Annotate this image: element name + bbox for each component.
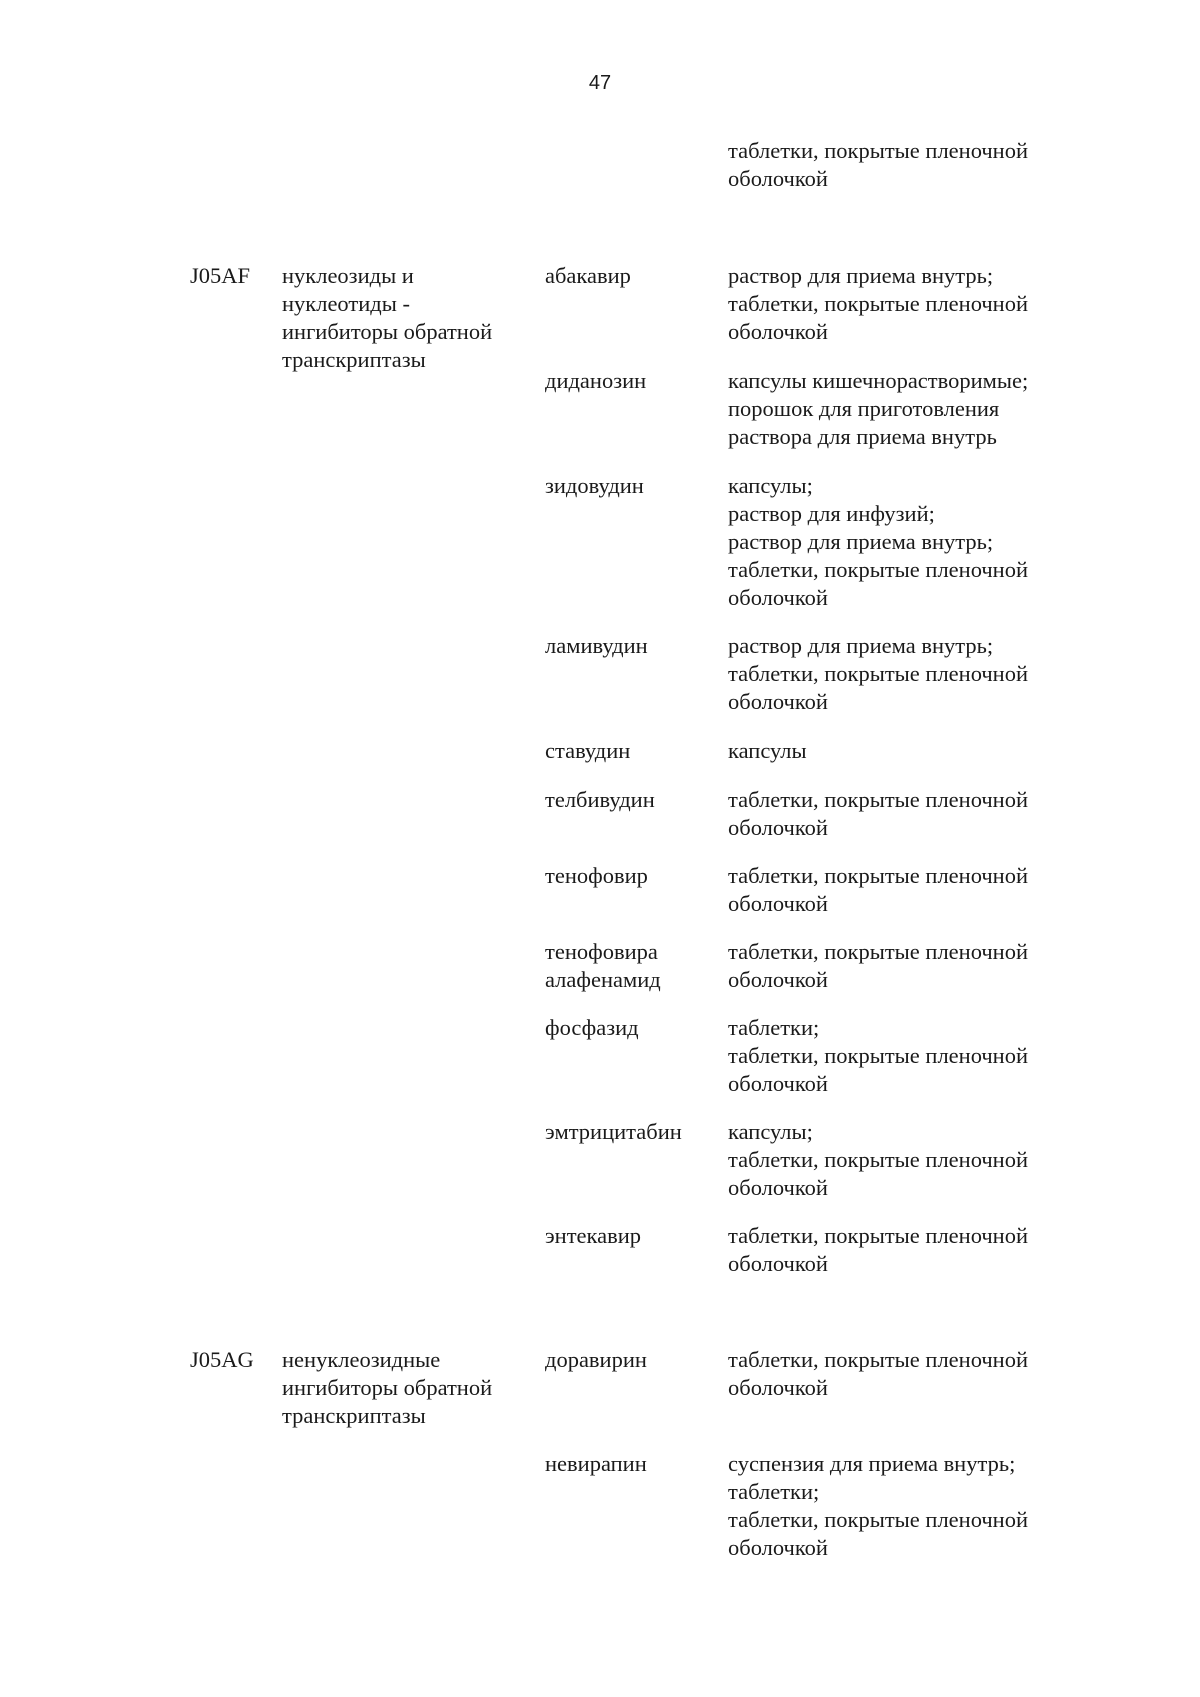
drug-name: абакавир [545, 263, 631, 288]
drug-name: диданозин [545, 368, 647, 393]
carryover-dosage-form: таблетки, покрытые пленочной оболочкой [728, 138, 1029, 191]
drug-name: фосфазид [545, 1015, 639, 1040]
drug-name: доравирин [545, 1347, 647, 1372]
drug-forms: суспензия для приема внутрь; таблетки; таблетки, покрытые пленочной оболочкой [728, 1451, 1029, 1560]
drug-forms: капсулы кишечнорастворимые; порошок для приготовления раствора для приема внутрь [728, 368, 1029, 449]
drug-forms: раствор для приема внутрь; таблетки, покрытые пленочной оболочкой [728, 263, 1029, 344]
group-name: нуклеозиды и нуклеотиды - ингибиторы обратной транскриптазы [282, 263, 493, 372]
drug-name: тенофовира алафенамид [545, 939, 661, 992]
drug-name: ставудин [545, 738, 631, 763]
group-code: J05AF [190, 263, 251, 288]
drug-forms: таблетки; таблетки, покрытые пленочной оболочкой [728, 1015, 1029, 1096]
drug-name: эмтрицитабин [545, 1119, 682, 1144]
drug-name: телбивудин [545, 787, 655, 812]
drug-name: зидовудин [545, 473, 644, 498]
drug-forms: раствор для приема внутрь; таблетки, покрытые пленочной оболочкой [728, 633, 1029, 714]
group-code: J05AG [190, 1347, 254, 1372]
drug-name: невирапин [545, 1451, 647, 1476]
drug-name: тенофовир [545, 863, 648, 888]
drug-name: энтекавир [545, 1223, 642, 1248]
drug-forms: таблетки, покрытые пленочной оболочкой [728, 1223, 1029, 1276]
group-name: ненуклеозидные ингибиторы обратной транскриптазы [282, 1347, 493, 1428]
drug-forms: капсулы; раствор для инфузий; раствор для приема внутрь; таблетки, покрытые пленочной оболочкой [728, 473, 1029, 610]
drug-forms: таблетки, покрытые пленочной оболочкой [728, 787, 1029, 840]
drug-name: ламивудин [545, 633, 648, 658]
drug-forms: таблетки, покрытые пленочной оболочкой [728, 1347, 1029, 1400]
drug-forms: капсулы; таблетки, покрытые пленочной оболочкой [728, 1119, 1029, 1200]
drug-forms: капсулы [728, 738, 807, 763]
drug-forms: таблетки, покрытые пленочной оболочкой [728, 939, 1029, 992]
drug-forms: таблетки, покрытые пленочной оболочкой [728, 863, 1029, 916]
page-number: 47 [588, 72, 612, 94]
